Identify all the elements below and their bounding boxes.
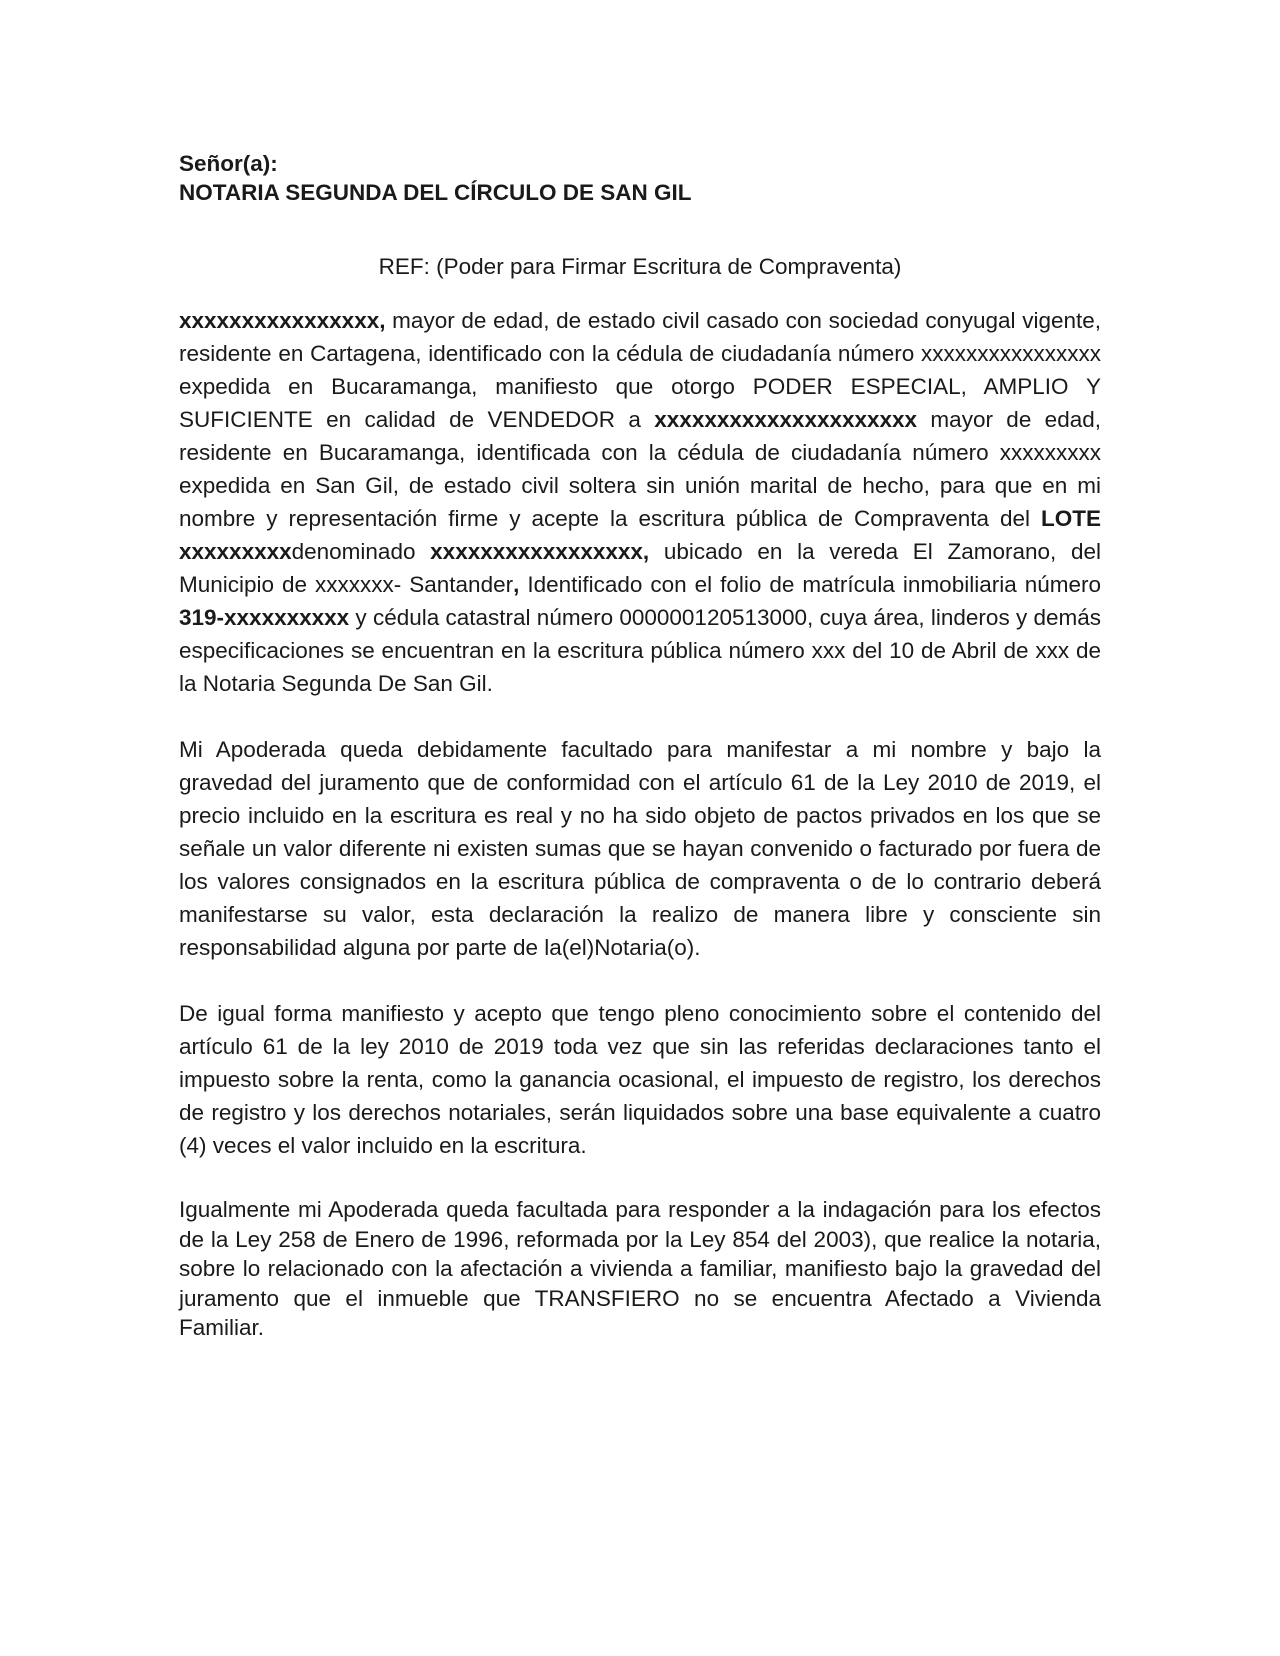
attorney-name: xxxxxxxxxxxxxxxxxxxxx xyxy=(654,407,918,432)
folio-number: 319-xxxxxxxxxx xyxy=(179,605,350,630)
paragraph1-text-2: mayor de edad, residente en Bucaramanga, identificada con la cédula de ciudadanía número xxxxxxxxx expedida en San Gil, de estado civil soltera sin unión marital de hecho, para que en mi nombre y representación firme y acepte la escritura pública de Compraventa del xyxy=(179,407,1101,531)
lot-id: LOTE xxxxxxxxx xyxy=(179,506,1101,564)
paragraph1-text-4: ubicado en la vereda El Zamorano, del Municipio de xxxxxxx- Santander xyxy=(179,539,1101,597)
lot-name: xxxxxxxxxxxxxxxxx, xyxy=(430,539,650,564)
paragraph1-text-1: mayor de edad, de estado civil casado con sociedad conyugal vigente, residente en Cartagena, identificado con la cédula de ciudadanía número xxxxxxxxxxxxxxxx expedida en Bucaramanga, manifiesto que otorgo PODER ESPECIAL, AMPLIO Y SUFICIENTE en calidad de VENDEDOR a xyxy=(179,308,1101,432)
paragraph-price-declaration: Mi Apoderada queda debidamente facultado para manifestar a mi nombre y bajo la gravedad del juramento que de conformidad con el artículo 61 de la Ley 2010 de 2019, el precio incluido en la escritura es real y no ha sido objeto de pactos privados en los que se señale un valor diferente ni existen sumas que se hayan convenido o facturado por fuera de los valores consignados en la escritura pública de compraventa o de lo contrario deberá manifestarse su valor, esta declaración la realizo de manera libre y consciente sin responsabilidad alguna por parte de la(el)Notaria(o). xyxy=(179,737,1101,960)
paragraph-grant-of-power xyxy=(179,304,1101,700)
paragraph-family-housing: Igualmente mi Apoderada queda facultada para responder a la indagación para los efectos de la Ley 258 de Enero de 1996, reformada por la Ley 854 del 2003), que realice la notaria, sobre lo relacionado con la afectación a vivienda a familiar, manifiesto bajo la gravedad del juramento que el inmueble que TRANSFIERO no se encuentra Afectado a Vivienda Familiar. xyxy=(179,1197,1101,1340)
paragraph1-comma: , xyxy=(513,572,520,597)
addressee-block xyxy=(179,149,1101,207)
paragraph1-text-3: denominado xyxy=(291,539,431,564)
grantor-name: xxxxxxxxxxxxxxxx, xyxy=(179,308,386,333)
paragraph1-text-6: y cédula catastral número 000000120513000, cuya área, linderos y demás especificaciones se encuentran en la escritura pública número xxx del 10 de Abril de xxx de la Notaria Segunda De San Gil. xyxy=(179,605,1101,696)
reference-line: REF: (Poder para Firmar Escritura de Compraventa) xyxy=(378,254,902,279)
notary-office: NOTARIA SEGUNDA DEL CÍRCULO DE SAN GIL xyxy=(179,180,692,205)
document-body xyxy=(179,149,1101,1343)
salutation: Señor(a): xyxy=(179,151,278,176)
paragraph-tax-acknowledgement: De igual forma manifiesto y acepto que tengo pleno conocimiento sobre el contenido del artículo 61 de la ley 2010 de 2019 toda vez que sin las referidas declaraciones tanto el impuesto sobre la renta, como la ganancia ocasional, el impuesto de registro, los derechos de registro y los derechos notariales, serán liquidados sobre una base equivalente a cuatro (4) veces el valor incluido en la escritura. xyxy=(179,1001,1101,1158)
paragraph1-text-5: Identificado con el folio de matrícula inmobiliaria número xyxy=(519,572,1101,597)
